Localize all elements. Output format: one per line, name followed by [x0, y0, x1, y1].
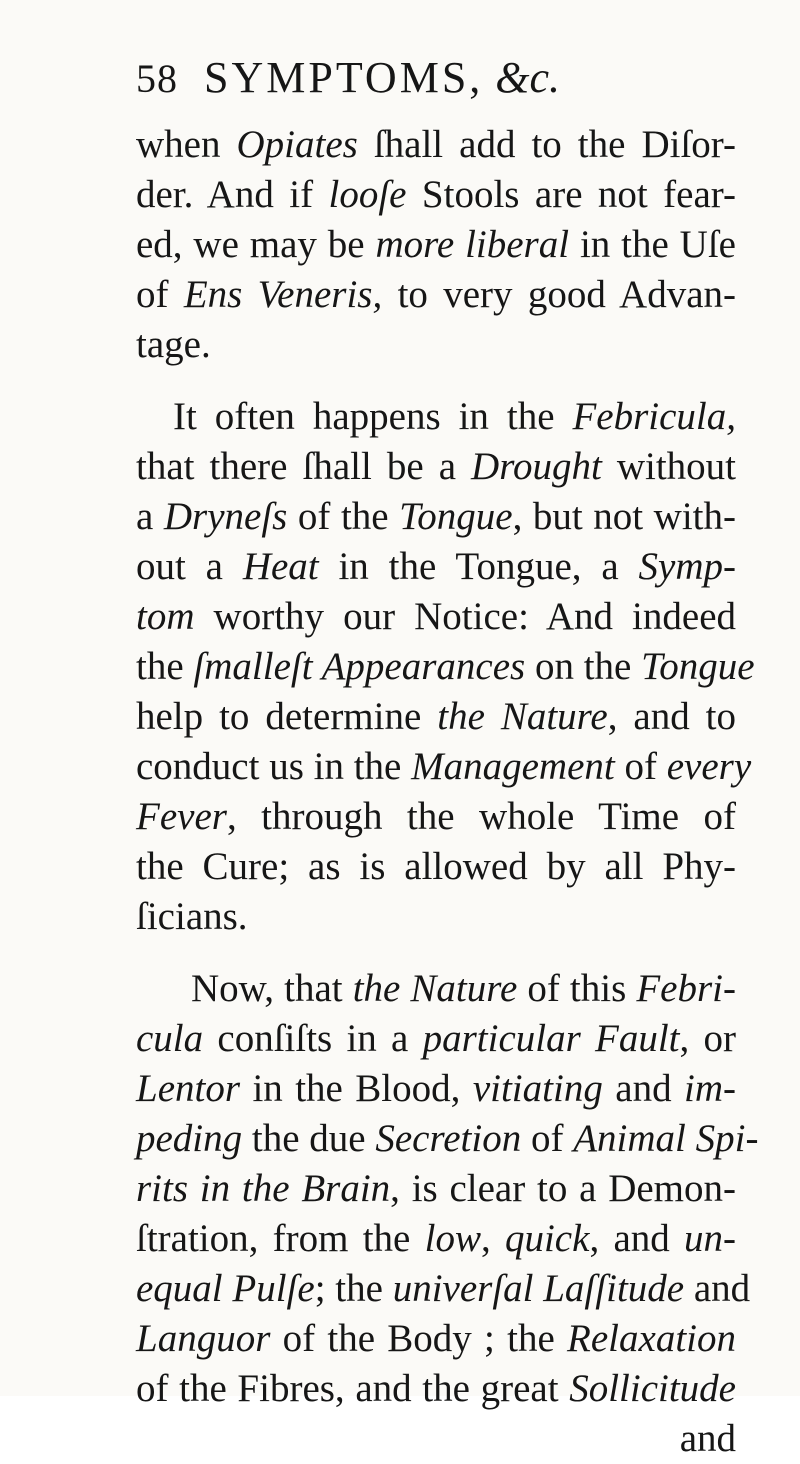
text-line [136, 392, 736, 442]
text-line [136, 1314, 736, 1364]
italic-run: ſmalleſt Appearances [193, 645, 526, 688]
text-run: , and to [607, 695, 736, 738]
text-run: of [614, 745, 667, 788]
text-run: help to determine [136, 695, 438, 738]
text-line [136, 1214, 736, 1264]
text-run: that there ſhall be a [136, 445, 472, 488]
italic-run: Fever [136, 795, 227, 838]
italic-run: more liberal [375, 223, 570, 266]
italic-run: Languor [136, 1317, 271, 1360]
italic-run: quick [504, 1217, 590, 1260]
paragraph [136, 392, 755, 942]
italic-run: cula [136, 1017, 204, 1060]
text-run: ſicians. [136, 895, 248, 938]
text-run: the Cure; as is allowed by all Phy- [136, 845, 736, 888]
text-run: of [136, 273, 184, 316]
text-line [136, 592, 736, 642]
text-run: conſiſts in a [203, 1017, 423, 1060]
italic-run: the Nature [437, 695, 608, 738]
text-line [136, 542, 736, 592]
paragraph [136, 964, 759, 1414]
italic-run: Tongue [399, 495, 513, 538]
text-line [136, 1014, 736, 1064]
text-run: , [480, 1217, 505, 1260]
text-run: tage. [136, 323, 211, 366]
text-run: in the Blood, [240, 1067, 473, 1110]
text-line [136, 320, 736, 370]
italic-run: Secretion [375, 1117, 522, 1160]
text-run: Now, that [191, 967, 353, 1010]
text-run: ſtration, from the [136, 1217, 425, 1260]
text-line [136, 1114, 759, 1164]
text-line [136, 1064, 736, 1114]
text-run: of this [517, 967, 637, 1010]
italic-run: looſe [328, 173, 407, 216]
text-run: the due [242, 1117, 376, 1160]
text-line [136, 692, 736, 742]
text-line [136, 964, 736, 1014]
italic-run: Dryneſs [163, 495, 288, 538]
italic-run: Symp- [638, 545, 736, 588]
italic-run: univerſal Laſſitude [392, 1267, 685, 1310]
italic-run: Febricula, [572, 395, 736, 438]
text-run: ; the [314, 1267, 393, 1310]
italic-run: particular Fault [422, 1017, 680, 1060]
text-run: out a [136, 545, 243, 588]
text-line [136, 892, 736, 942]
italic-run: Management [411, 745, 615, 788]
catchword: and [679, 1417, 736, 1460]
italic-run: vitiating [472, 1067, 603, 1110]
italic-run: rits in the Brain [136, 1167, 391, 1210]
italic-run: the Nature [352, 967, 518, 1010]
text-run: of the Body ; the [270, 1317, 568, 1360]
text-run: , but not with- [512, 495, 737, 538]
text-line [136, 792, 736, 842]
text-run: of [521, 1117, 574, 1160]
text-run: , through the whole Time of [226, 795, 736, 838]
text-run: , or [679, 1017, 736, 1060]
text-line [136, 170, 736, 220]
italic-run: un- [684, 1217, 736, 1260]
italic-run: Tongue [641, 645, 755, 688]
running-header [136, 52, 560, 103]
text-run: der. And if [136, 173, 329, 216]
text-line [136, 742, 752, 792]
text-line [136, 1364, 736, 1414]
italic-run: Relaxation [567, 1317, 736, 1360]
text-line [136, 492, 736, 542]
text-run: in the Tongue, a [318, 545, 639, 588]
italic-run: Sollicitude [569, 1367, 736, 1410]
text-run: of the Fibres, and the great [136, 1367, 570, 1410]
text-run: the [136, 645, 194, 688]
text-run: , is clear to a Demon- [390, 1167, 736, 1210]
text-run: conduct us in the [136, 745, 412, 788]
text-run: worthy our Notice: And indeed [194, 595, 736, 638]
text-line [136, 642, 755, 692]
text-run: in the Uſe [569, 223, 736, 266]
text-run: , and [589, 1217, 684, 1260]
text-run: It often happens in the [173, 395, 573, 438]
italic-run: Febri- [636, 967, 736, 1010]
paragraph-gap [136, 370, 736, 392]
text-line [136, 1164, 736, 1214]
text-run: ſhall add to the Diſor- [357, 123, 736, 166]
text-run: of the [287, 495, 400, 538]
italic-run: Animal Spi- [573, 1117, 759, 1160]
italic-run: every [666, 745, 752, 788]
text-run: ed, we may be [136, 223, 376, 266]
text-line [136, 1264, 751, 1314]
text-run: to very good Advan- [382, 273, 737, 316]
text-run: and [602, 1067, 684, 1110]
body-text [136, 120, 759, 1464]
italic-run: peding [136, 1117, 243, 1160]
paragraph [136, 120, 736, 370]
italic-run: tom [136, 595, 195, 638]
text-run: Stools are not fear- [406, 173, 736, 216]
text-line [136, 220, 736, 270]
text-line [136, 120, 736, 170]
italic-run: equal Pulſe [136, 1267, 315, 1310]
italic-run: Lentor [136, 1067, 241, 1110]
text-line [136, 842, 736, 892]
italic-run: Drought [471, 445, 602, 488]
header-title: SYMPTOMS, [204, 53, 484, 102]
text-run: without [601, 445, 736, 488]
text-run: when [136, 123, 237, 166]
italic-run: low [424, 1217, 481, 1260]
italic-run: im- [684, 1067, 736, 1110]
text-line [136, 270, 736, 320]
text-run: on the [525, 645, 642, 688]
paragraph-gap [136, 942, 736, 964]
text-line [136, 442, 736, 492]
italic-run: Ens Veneris, [183, 273, 383, 316]
text-run: a [136, 495, 164, 538]
italic-run: Heat [242, 545, 319, 588]
italic-run: Opiates [236, 123, 358, 166]
header-etc: &c. [495, 53, 561, 102]
text-run: and [684, 1267, 751, 1310]
page-number: 58 [136, 56, 178, 101]
